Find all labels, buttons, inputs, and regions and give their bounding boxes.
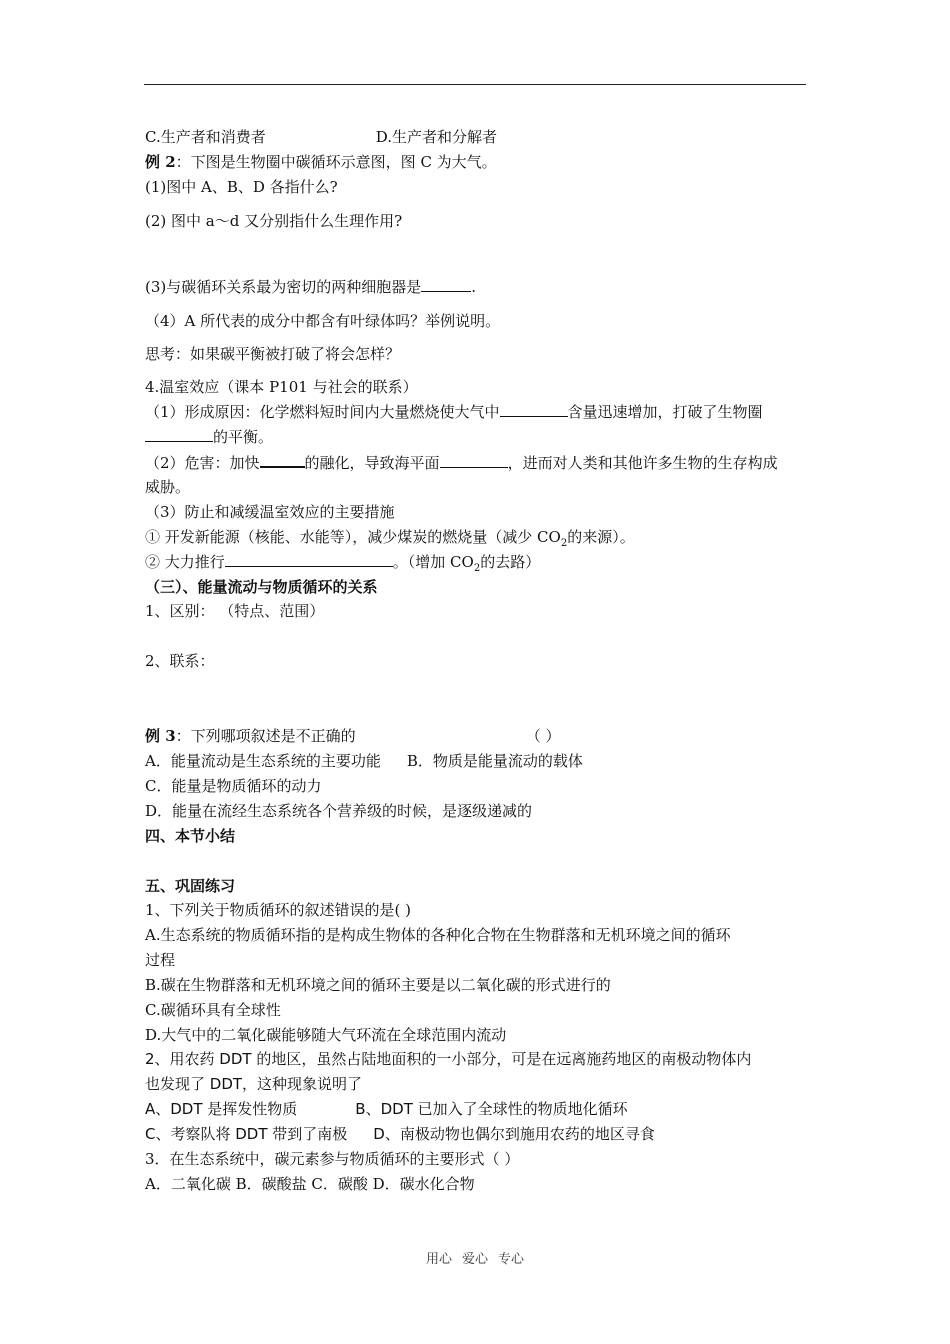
example-2-label: 例 2 [145,153,176,171]
practice-1-d: D.大气中的二氧化碳能够随大气环流在全球范围内流动 [145,1026,507,1044]
section-4-summary: 四、本节小结 [145,827,236,845]
answer-blank[interactable] [260,452,305,468]
section-4-cause-cont: 的平衡。 [145,427,273,447]
example-2-text: ：下图是生物圈中碳循环示意图，图 C 为大气。 [175,153,497,171]
option-c: C.生产者和消费者 [145,128,266,146]
section-4-title: 4.温室效应（课本 P101 与社会的联系） [145,378,418,396]
section-4-harm: （2）危害：加快 的融化，导致海平面 ，进而对人类和其他许多生物的生存构成 [145,454,778,472]
option-a: A、DDT 是挥发性物质 [145,1100,298,1118]
answer-blank[interactable] [145,427,213,442]
option-c: C、考察队将 DDT 带到了南极 [145,1125,348,1143]
option-a: A．能量流动是生态系统的主要功能 [145,752,381,770]
header-rule [144,84,806,85]
practice-2-cont: 也发现了 DDT，这种现象说明了 [145,1075,363,1093]
option-d: D.生产者和分解者 [375,128,497,146]
measure-1: ① 开发新能源（核能、水能等），减少煤炭的燃烧量（减少 $CO_2$的来源）。 [145,528,635,549]
answer-blank[interactable] [225,552,393,567]
practice-2: 2、用农药 DDT 的地区，虽然占陆地面积的一小部分，可是在远离施药地区的南极动物体内 [145,1050,752,1068]
measure-2: ② 大力推行 。（增加 $CO_2$的去路） [145,553,541,574]
practice-2-options-ab [145,1099,628,1119]
option-d: D、南极动物也偶尔到施用农药的地区寻食 [373,1125,655,1143]
example-2-heading [145,152,497,172]
example-3-heading: 例 3：下列哪项叙述是不正确的 （ ） [145,727,561,745]
example-2-question-3: (3)与碳循环关系最为密切的两种细胞器是 . [145,278,477,296]
page-footer: 用心 爱心 专心 [425,1252,525,1267]
think-question: 思考：如果碳平衡被打破了将会怎样？ [145,345,401,363]
section-4-measures: （3）防止和减缓温室效应的主要措施 [145,503,395,521]
practice-1-a-cont: 过程 [145,951,176,969]
option-c: C．能量是物质循环的动力 [145,777,322,795]
practice-1-b: B.碳在生物群落和无机环境之间的循环主要是以二氧化碳的形式进行的 [145,976,611,994]
answer-blank[interactable] [421,277,471,292]
practice-2-options-cd [145,1124,655,1144]
practice-1-c: C.碳循环具有全球性 [145,1001,281,1019]
option-b: B．物质是能量流动的载体 [406,752,583,770]
example-2-question-1: (1)图中 A、B、D 各指什么? [145,178,338,196]
answer-paren: （ ） [525,727,561,745]
answer-blank[interactable] [500,402,568,417]
practice-1: 1、下列关于物质循环的叙述错误的是( ) [145,901,412,919]
section-4-cause: （1）形成原因：化学燃料短时间内大量燃烧使大气中 含量迅速增加，打破了生物圈 [145,403,763,421]
section-4-harm-cont: 威胁。 [145,478,191,496]
example-2-question-2: (2) 图中 a～d 又分别指什么生理作用? [145,212,403,230]
practice-3: 3．在生态系统中，碳元素参与物质循环的主要形式（ ） [145,1150,520,1168]
option-d: D．能量在流经生态系统各个营养级的时候，是逐级递减的 [145,802,533,820]
section-3-difference: 1、区别： （特点、范围） [145,602,325,620]
example-2-question-4: （4）A 所代表的成分中都含有叶绿体吗？举例说明。 [145,312,501,330]
option-row-cd [145,127,497,147]
section-3-connection: 2、联系： [145,652,215,670]
section-3-title: （三）、能量流动与物质循环的关系 [145,578,378,596]
answer-blank[interactable] [440,453,508,468]
practice-1-a: A.生态系统的物质循环指的是构成生物体的各种化合物在生物群落和无机环境之间的循环 [145,926,731,944]
practice-3-options: A．二氧化碳 B．碳酸盐 C．碳酸 D．碳水化合物 [145,1175,475,1193]
section-5-practice: 五、巩固练习 [145,877,236,895]
example-3-options-ab [145,751,583,771]
option-b: B、DDT 已加入了全球性的物质地化循环 [355,1100,628,1118]
